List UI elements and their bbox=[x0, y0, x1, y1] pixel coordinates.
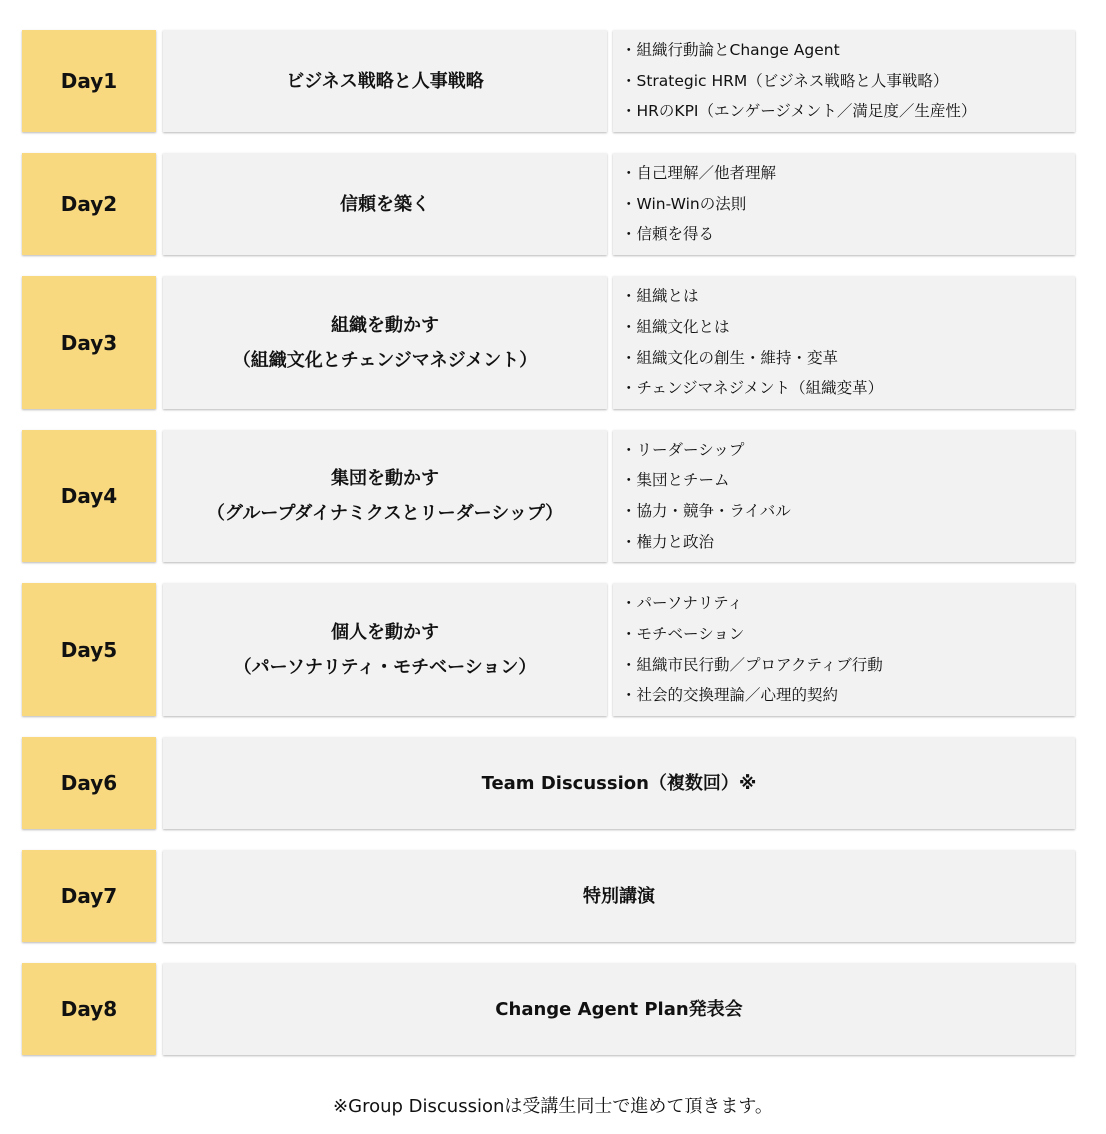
topic-item: ・Win-Winの法則 bbox=[621, 194, 747, 213]
session-title bbox=[163, 153, 607, 255]
day-label: Day7 bbox=[22, 850, 156, 942]
topic-item: ・権力と政治 bbox=[621, 532, 715, 551]
topic-item: ・組織とは bbox=[621, 287, 699, 306]
session-title-line: 信頼を築く bbox=[340, 193, 430, 215]
topic-list bbox=[613, 276, 1075, 409]
schedule-row-day7 bbox=[22, 850, 1075, 942]
session-title-line: Team Discussion（複数回）※ bbox=[481, 772, 757, 794]
topic-item: ・組織文化の創生・維持・変革 bbox=[621, 348, 839, 367]
schedule-row-day5 bbox=[22, 583, 1075, 716]
session-title bbox=[163, 430, 607, 562]
schedule-row-day3 bbox=[22, 276, 1075, 409]
topic-list bbox=[613, 153, 1075, 255]
session-title-line: ビジネス戦略と人事戦略 bbox=[286, 70, 484, 92]
topic-item: ・Strategic HRM（ビジネス戦略と人事戦略） bbox=[621, 71, 949, 90]
session-title-line: 組織を動かす bbox=[331, 314, 439, 336]
session-subtitle-line: （グループダイナミクスとリーダーシップ） bbox=[206, 503, 564, 524]
footnote: ※Group Discussionは受講生同士で進めて頂きます。 bbox=[333, 1096, 773, 1117]
topic-item: ・自己理解／他者理解 bbox=[621, 163, 777, 182]
topic-item: ・組織市民行動／プロアクティブ行動 bbox=[621, 655, 883, 674]
topic-item: ・HRのKPI（エンゲージメント／満足度／生産性） bbox=[621, 102, 977, 121]
schedule-row-day4 bbox=[22, 430, 1075, 562]
topic-item: ・リーダーシップ bbox=[621, 440, 745, 459]
topic-item: ・パーソナリティ bbox=[621, 594, 743, 613]
session-title bbox=[163, 276, 607, 409]
topic-item: ・モチベーション bbox=[621, 624, 745, 643]
schedule-row-day1 bbox=[22, 30, 1075, 132]
topic-item: ・チェンジマネジメント（組織変革） bbox=[621, 379, 884, 398]
day-label: Day4 bbox=[22, 430, 156, 562]
session-title-line: Change Agent Plan発表会 bbox=[495, 998, 743, 1020]
topic-item: ・信頼を得る bbox=[621, 225, 715, 244]
topic-list bbox=[613, 583, 1075, 716]
session-title bbox=[163, 850, 1075, 942]
topic-item: ・協力・競争・ライバル bbox=[621, 502, 791, 520]
day-label: Day5 bbox=[22, 583, 156, 716]
session-subtitle-line: （パーソナリティ・モチベーション） bbox=[233, 656, 537, 678]
day-label: Day6 bbox=[22, 737, 156, 829]
day-label: Day1 bbox=[22, 30, 156, 132]
session-title bbox=[163, 737, 1075, 829]
topic-item: ・組織文化とは bbox=[621, 317, 730, 336]
schedule-row-day2 bbox=[22, 153, 1075, 255]
session-title bbox=[163, 583, 607, 716]
session-subtitle-line: （組織文化とチェンジマネジメント） bbox=[232, 349, 538, 371]
topic-list bbox=[613, 30, 1075, 132]
day-label: Day3 bbox=[22, 276, 156, 409]
session-title bbox=[163, 963, 1075, 1055]
session-title bbox=[163, 30, 607, 132]
topic-item: ・社会的交換理論／心理的契約 bbox=[621, 686, 839, 705]
session-title-line: 個人を動かす bbox=[331, 621, 439, 643]
day-label: Day8 bbox=[22, 963, 156, 1055]
topic-item: ・集団とチーム bbox=[621, 471, 730, 490]
topic-list bbox=[613, 430, 1075, 562]
session-title-line: 特別講演 bbox=[583, 885, 655, 907]
schedule-row-day8 bbox=[22, 963, 1075, 1055]
day-label: Day2 bbox=[22, 153, 156, 255]
topic-item: ・組織行動論とChange Agent bbox=[621, 40, 840, 59]
session-title-line: 集団を動かす bbox=[331, 468, 439, 489]
schedule-row-day6 bbox=[22, 737, 1075, 829]
